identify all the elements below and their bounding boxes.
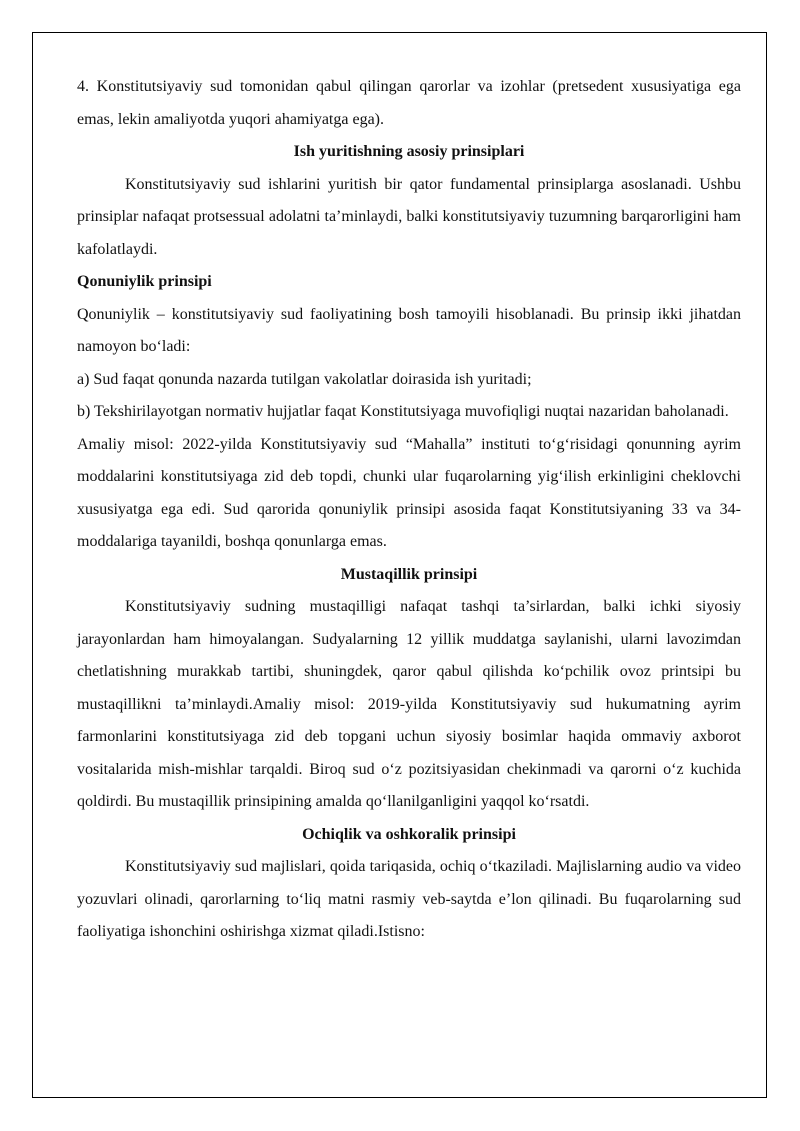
section-heading-openness: Ochiqlik va oshkoralik prinsipi (302, 825, 516, 843)
section-heading-principles: Ish yuritishning asosiy prinsiplari (293, 143, 525, 160)
section-heading-independence: Mustaqillik prinsipi (340, 565, 478, 583)
paragraph-legality: Qonuniylik – konstitutsiyaviy sud faoliyatining bosh tamoyili hisoblanadi. Bu prinsip ikki jihatdan namoyon bo‘ladi: (77, 305, 741, 355)
paragraph-principles-intro: Konstitutsiyaviy sud ishlarini yuritish bir qator fundamental prinsiplarga asoslanadi. Ushbu prinsiplar nafaqat protsessual adolatni ta’minlaydi, balki konstitutsiyaviy tuzumning barqarorligini ham kafolatlaydi. (77, 175, 741, 258)
document-body (77, 71, 741, 949)
paragraph-independence: Konstitutsiyaviy sudning mustaqilligi nafaqat tashqi ta’sirlardan, balki ichki siyosiy jarayonlardan ham himoyalangan. Sudyalarning 12 yillik muddatga saylanishi, ularni lavozimdan chetlatishning murakkab tartibi, shuningdek, qaror qabul qilishda ko‘pchilik ovoz printsipi bu mustaqillikni ta’minlaydi.Amaliy misol: 2019-yilda Konstitutsiyaviy sud hukumatning ayrim farmonlarini konstitutsiyaga zid deb topgani uchun siyosiy bosimlar haqida ommaviy axborot vositalarida mish-mishlar tarqaldi. Biroq sud o‘z pozitsiyasidan chekinmadi va qarorni o‘z kuchida qoldirdi. Bu mustaqillik prinsipining amalda qo‘llanilganligini yaqqol ko‘rsatdi. (77, 598, 741, 810)
list-item-4: 4. Konstitutsiyaviy sud tomonidan qabul qilingan qarorlar va izohlar (pretsedent xususiyatiga ega emas, lekin amaliyotda yuqori ahamiyatga ega). (77, 78, 741, 128)
paragraph-legality-example: Amaliy misol: 2022-yilda Konstitutsiyaviy sud “Mahalla” instituti to‘g‘risidagi qonunning ayrim moddalarini konstitutsiyaga zid deb topdi, chunki ular fuqarolarning yig‘ilish erkinligini cheklovchi xususiyatga ega edi. Sud qarorida qonuniylik prinsipi asosida faqat Konstitutsiyaning 33 va 34-moddalariga tayanildi, boshqa qonunlarga emas. (77, 435, 741, 550)
paragraph-openness: Konstitutsiyaviy sud majlislari, qoida tariqasida, ochiq o‘tkaziladi. Majlislarning audio va video yozuvlari olinadi, qarorlarning to‘liq matni rasmiy veb-saytda e’lon qilinadi. Bu fuqarolarning sud faoliyatiga ishonchini oshirishga xizmat qiladi.Istisno: (77, 858, 741, 940)
list-item-a: a) Sud faqat qonunda nazarda tutilgan vakolatlar doirasida ish yuritadi; (77, 370, 532, 388)
subheading-legality: Qonuniylik prinsipi (77, 273, 212, 290)
list-item-b: b) Tekshirilayotgan normativ hujjatlar faqat Konstitutsiyaga muvofiqligi nuqtai nazaridan baholanadi. (77, 403, 729, 420)
